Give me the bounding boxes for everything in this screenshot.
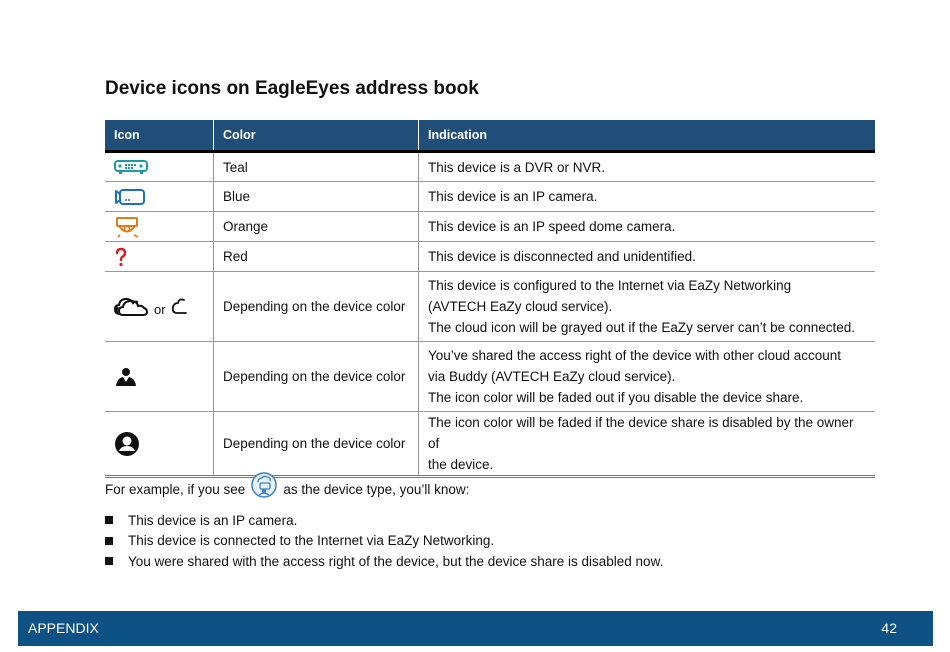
icon-cell	[105, 242, 214, 272]
bullet-square-icon	[105, 537, 113, 545]
example-text-after: as the device type, you’ll know:	[283, 481, 470, 497]
example-sentence	[105, 476, 469, 502]
table-row	[105, 412, 875, 477]
speed-dome-icon	[114, 216, 142, 238]
list-item: You were shared with the access right of the device, but the device share is disabled now.	[105, 551, 663, 572]
shared-user-icon	[114, 431, 140, 457]
indication-cell: This device is disconnected and unidentified.	[419, 242, 876, 272]
question-mark-icon	[114, 247, 128, 267]
page-title: Device icons on EagleEyes address book	[105, 78, 479, 99]
indication-cell: You’ve shared the access right of the device with other cloud account via Buddy (AVTECH EaZy cloud service). The icon color will be faded out if you disable the device share.	[419, 342, 876, 412]
example-bullet-list	[105, 510, 663, 572]
color-cell: Red	[214, 242, 419, 272]
table-row	[105, 212, 875, 242]
icon-cell	[105, 182, 214, 212]
cloud-icon	[114, 296, 150, 318]
table-row	[105, 152, 875, 182]
table-header-row	[105, 120, 875, 152]
example-text-before: For example, if you see	[105, 481, 246, 497]
indication-cell: This device is an IP camera.	[419, 182, 876, 212]
table-row	[105, 242, 875, 272]
or-text: or	[154, 302, 166, 318]
table-row	[105, 182, 875, 212]
list-item: This device is connected to the Internet via EaZy Networking.	[105, 531, 663, 552]
indication-cell: This device is configured to the Internet via EaZy Networking (AVTECH EaZy cloud service). The cloud icon will be grayed out if the EaZy server can’t be connected.	[419, 272, 876, 342]
header-icon: Icon	[105, 120, 214, 152]
bullet-square-icon	[105, 516, 113, 524]
icon-cell	[105, 212, 214, 242]
page-footer	[18, 611, 933, 646]
icon-cell	[105, 412, 214, 477]
table-row	[105, 342, 875, 412]
ip-camera-icon	[114, 188, 146, 206]
dvr-icon	[114, 159, 148, 175]
color-cell: Orange	[214, 212, 419, 242]
list-item: This device is an IP camera.	[105, 510, 663, 531]
color-cell: Depending on the device color	[214, 412, 419, 477]
table-row	[105, 272, 875, 342]
example-device-icon	[251, 472, 277, 498]
color-cell: Depending on the device color	[214, 272, 419, 342]
color-cell: Depending on the device color	[214, 342, 419, 412]
indication-cell: This device is an IP speed dome camera.	[419, 212, 876, 242]
footer-page-number: 42	[881, 620, 897, 636]
indication-cell: This device is a DVR or NVR.	[419, 152, 876, 182]
color-cell: Teal	[214, 152, 419, 182]
icon-cell	[105, 342, 214, 412]
header-indication: Indication	[419, 120, 876, 152]
color-cell: Blue	[214, 182, 419, 212]
indication-cell: The icon color will be faded if the device share is disabled by the owner of the device.	[419, 412, 876, 477]
cloud-outline-icon	[170, 296, 188, 318]
header-color: Color	[214, 120, 419, 152]
icon-cell	[105, 272, 214, 342]
buddy-icon	[114, 367, 138, 387]
bullet-square-icon	[105, 557, 113, 565]
icon-cell	[105, 152, 214, 182]
device-icons-table	[105, 120, 875, 478]
footer-section-label: APPENDIX	[28, 620, 99, 636]
